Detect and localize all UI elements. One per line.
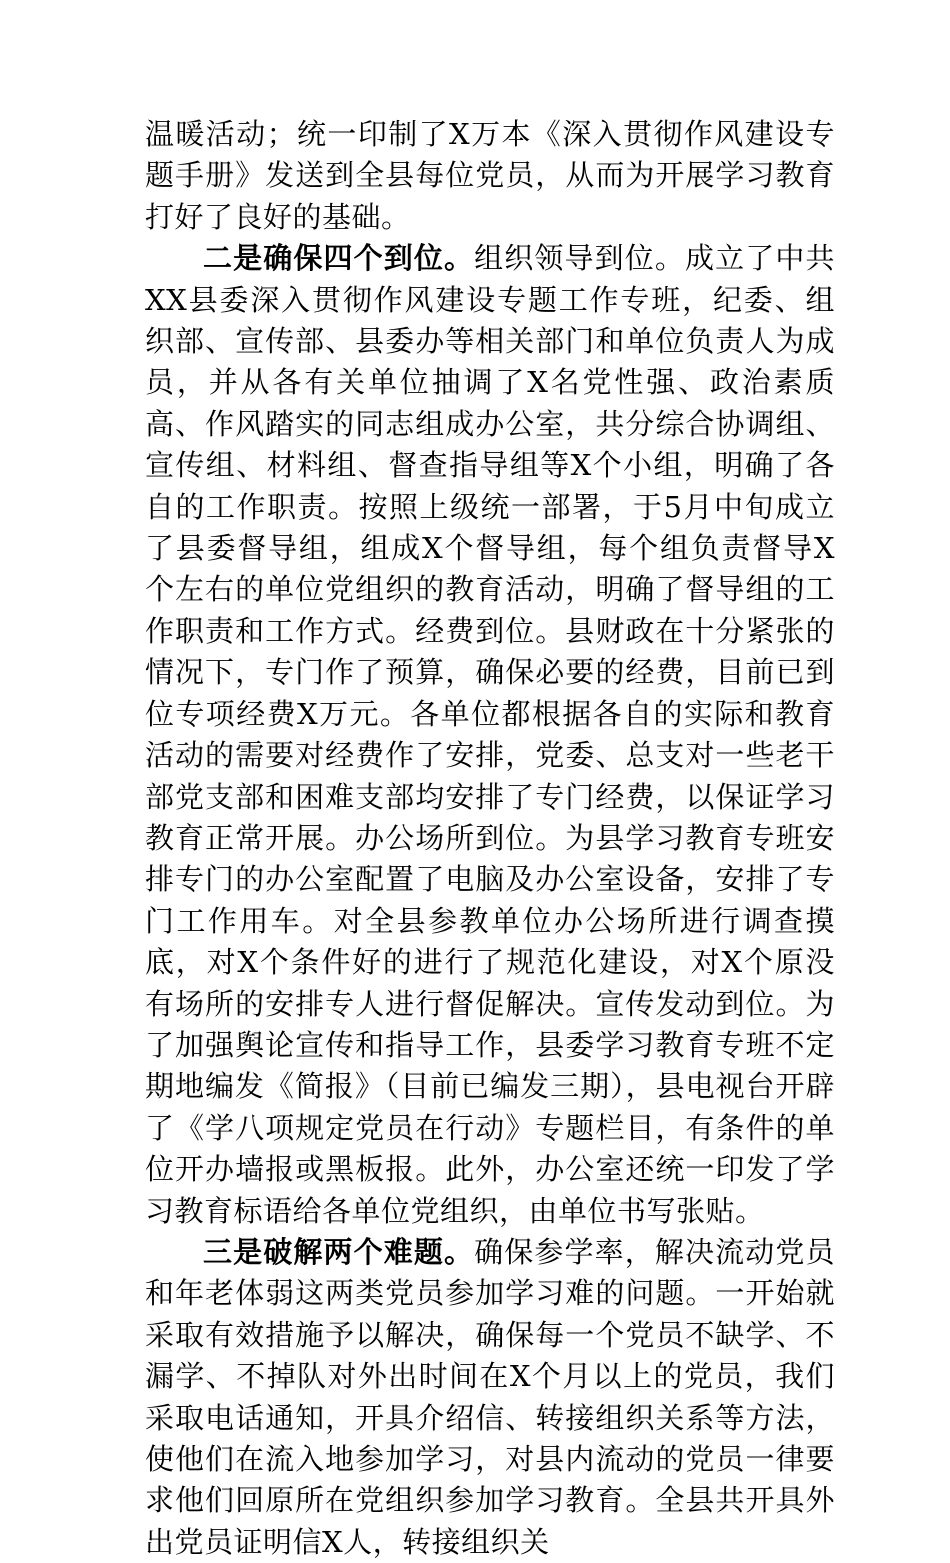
- document-body: [145, 114, 835, 1563]
- paragraph-text: 组织领导到位。成立了中共XX县委深入贯彻作风建设专题工作专班，纪委、组织部、宣传部、县委办等相关部门和单位负责人为成员，并从各有关单位抽调了X名党性强、政治素质高、作风踏实的同志组成办公室，共分综合协调组、宣传组、材料组、督查指导组等X个小组，明确了各自的工作职责。按照上级统一部署，于5月中旬成立了县委督导组，组成X个督导组，每个组负责督导X个左右的单位党组织的教育活动，明确了督导组的工作职责和工作方式。经费到位。县财政在十分紧张的情况下，专门作了预算，确保必要的经费，目前已到位专项经费X万元。各单位都根据各自的实际和教育活动的需要对经费作了安排，党委、总支对一些老干部党支部和困难支部均安排了专门经费，以保证学习教育正常开展。办公场所到位。为县学习教育专班安排专门的办公室配置了电脑及办公室设备，安排了专门工作用车。对全县参教单位办公场所进行调查摸底，对X个条件好的进行了规范化建设，对X个原没有场所的安排专人进行督促解决。宣传发动到位。为了加强舆论宣传和指导工作，县委学习教育专班不定期地编发《简报》（目前已编发三期），县电视台开辟了《学八项规定党员在行动》专题栏目，有条件的单位开办墙报或黑板报。此外，办公室还统一印发了学习教育标语给各单位党组织，由单位书写张贴。: [145, 241, 835, 1228]
- paragraph-text: 确保参学率，解决流动党员和年老体弱这两类党员参加学习难的问题。一开始就采取有效措施予以解决，确保每一个党员不缺学、不漏学、不掉队对外出时间在X个月以上的党员，我们采取电话通知，开具介绍信、转接组织关系等方法，使他们在流入地参加学习，对县内流动的党员一律要求他们回原所在党组织参加学习教育。全县共开具外出党员证明信X人，转接组织关: [145, 1234, 835, 1559]
- paragraph-three: [145, 1232, 835, 1563]
- paragraph-lead-heading: 二是确保四个到位。: [203, 241, 475, 276]
- paragraph-two: [145, 238, 835, 1232]
- paragraph-lead-heading: 三是破解两个难题。: [203, 1234, 475, 1269]
- paragraph-continuation: [145, 114, 835, 238]
- paragraph-text: 温暖活动；统一印制了X万本《深入贯彻作风建设专题手册》发送到全县每位党员，从而为开展学习教育打好了良好的基础。: [145, 117, 835, 234]
